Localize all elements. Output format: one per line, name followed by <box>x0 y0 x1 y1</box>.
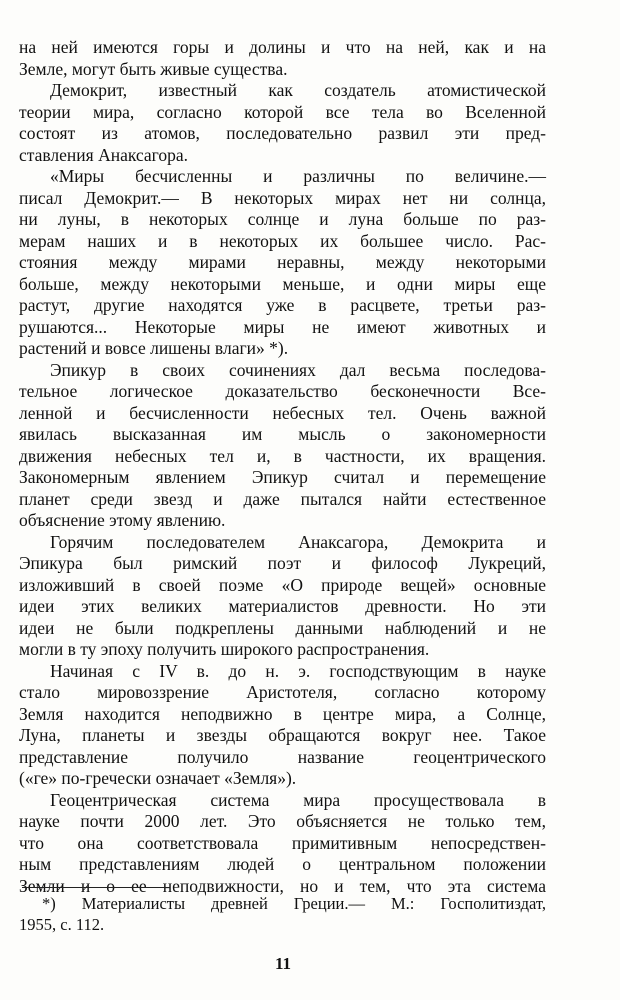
text-line: («ге» по-гречески означает «Земля»). <box>19 768 297 788</box>
text-line: науке почти 2000 лет. Это объясняется не только тем, <box>19 811 546 831</box>
text-line: планет среди звезд и даже пытался найти естественное <box>19 488 546 509</box>
footnote-line: *) Материалисты древней Греции.— М.: Госполитиздат, <box>42 894 546 913</box>
text-line: рушаются... Некоторые миры не имеют животных и <box>19 316 546 337</box>
text-line: объяснение этому явлению. <box>19 510 226 530</box>
text-line: больше, между некоторыми меньше, и одни миры еще <box>19 273 546 294</box>
text-line: Земли и о ее неподвижности, но и тем, что эта система <box>19 875 546 896</box>
text-line: явилась высказанная им мысль о закономерности <box>19 424 546 444</box>
text-line: мерам наших и в некоторых их большее число. Рас- <box>19 230 546 251</box>
text-line: тельное логическое доказательство бесконечности Все- <box>19 381 546 401</box>
text-line: писал Демокрит.— В некоторых мирах нет ни солнца, <box>19 187 546 208</box>
text-line: ным представлениям людей о центральном положении <box>19 854 546 874</box>
text-line: идеи не были подкреплены данными наблюдений и не <box>19 617 546 638</box>
text-line: что она соответствовала примитивным непосредствен- <box>19 832 546 853</box>
text-line: движения небесных тел и, в частности, их вращения. <box>19 445 546 466</box>
text-line: ни луны, в некоторых солнце и луна больше по раз- <box>19 209 546 229</box>
text-line: состоят из атомов, последовательно развил эти пред- <box>19 123 546 143</box>
text-line: Луна, планеты и звезды обращаются вокруг нее. Такое <box>19 725 546 745</box>
paragraph-start-line: «Миры бесчисленны и различны по величине.— <box>50 166 546 186</box>
text-line: ставления Анаксагора. <box>19 144 189 165</box>
text-line: Земле, могут быть живые существа. <box>19 58 288 79</box>
text-line: представление получило название геоцентрического <box>19 746 546 767</box>
text-line: ленной и бесчисленности небесных тел. Очень важной <box>19 402 546 423</box>
text-line: могли в ту эпоху получить широкого распространения. <box>19 639 430 659</box>
text-line: Эпикура был римский поэт и философ Лукреций, <box>19 553 546 573</box>
text-line: стояния между мирами неравны, между некоторыми <box>19 252 546 272</box>
text-line: теории мира, согласно которой все тела во Вселенной <box>19 101 546 122</box>
text-line: растут, другие находятся уже в расцвете, третьи раз- <box>19 295 546 315</box>
text-line: растений и вовсе лишены влаги» *). <box>19 338 289 358</box>
paragraph-start-line: Демокрит, известный как создатель атомистической <box>50 80 546 100</box>
text-line: на ней имеются горы и долины и что на ней, как и на <box>19 37 546 57</box>
paragraph-start-line: Геоцентрическая система мира просуществовала в <box>50 789 546 810</box>
text-line: Закономерным явлением Эпикур считал и перемещение <box>19 467 546 487</box>
text-line: изложивший в своей поэме «О природе вещей» основные <box>19 574 546 595</box>
paragraph-start-line: Начиная с IV в. до н. э. господствующим в науке <box>50 660 546 681</box>
text-line: Земля находится неподвижно в центре мира, а Солнце, <box>19 703 546 724</box>
footnote-divider <box>22 887 170 888</box>
footnote-line: 1955, с. 112. <box>19 915 105 934</box>
paragraph-start-line: Эпикур в своих сочинениях дал весьма последова- <box>50 359 546 380</box>
page-number: 11 <box>274 954 292 973</box>
paragraph-start-line: Горячим последователем Анаксагора, Демокрита и <box>50 531 546 552</box>
text-line: стало мировоззрение Аристотеля, согласно которому <box>19 682 546 702</box>
text-line: идеи этих великих материалистов древности. Но эти <box>19 596 546 616</box>
